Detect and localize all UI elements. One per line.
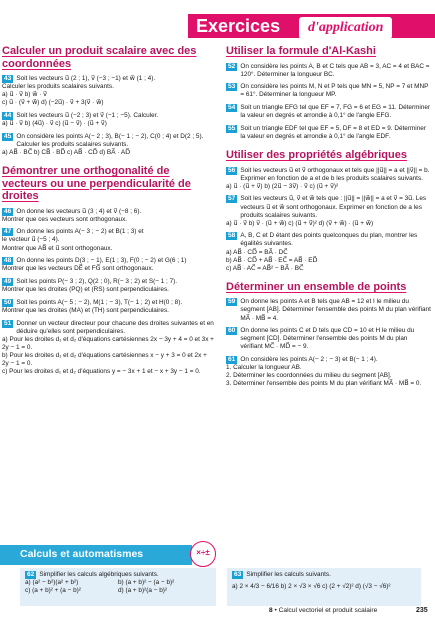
exercise-number: 45: [4, 132, 12, 140]
page-subtitle-tag: d'application: [299, 17, 392, 39]
exercise-number: 53: [228, 83, 236, 91]
page-title: Exercices: [196, 16, 281, 36]
exercise-number: 60: [228, 327, 236, 335]
exercise-43: 43 Soit les vecteurs u⃗ (2 ; 1), v⃗ (−3 ; −1) et w⃗ (1 ; 4). Calculer les produits scalaires suivants. a) u⃗ · v⃗ b) w⃗ · v⃗ c) u⃗ · (v⃗ + w⃗) d) (−2u⃗) · v⃗ + 3(v⃗ · w⃗): [2, 75, 156, 107]
exercise-49: 49 Soit les points P(− 3 ; 2), Q(2 ; 0), R(− 3 ; 2) et S(− 1 ; 7). Montrer que les droites (PQ) et (RS) sont perpendiculaires.: [2, 277, 178, 294]
exercise-number: 56: [228, 166, 236, 174]
exercise-number: 59: [228, 298, 236, 306]
calc-section-title: Calculs et automatismes: [20, 548, 144, 560]
exercise-53: 53 On considère les points M, N et P tels que MN = 5, NP = 7 et MNP = 61°. Déterminer la longueur MP.: [228, 83, 429, 99]
exercise-57: 57 Soit les vecteurs u⃗, v⃗ et w⃗ tels que : ||u⃗|| = ||w⃗|| = a et v⃗ = 3u⃗. Les vecteurs u⃗ et w⃗ sont orthogonaux. Exprimer en fonction de a les produits scalaires suivants. a) u⃗ · v⃗ b) v⃗ · (u⃗ + w⃗) c) (u⃗ + v⃗)² d) (v⃗ + w⃗) · (u⃗ + w⃗): [226, 195, 427, 227]
exercise-48: 48 On donne les points D(3 ; − 1), E(1 ; 3), F(0 ; − 2) et G(6 ; 1) Montrer que les vecteurs DE⃗ et FG⃗ sont orthogonaux.: [2, 257, 187, 273]
exercise-number: 54: [228, 104, 236, 112]
section-title-scalar-coords: Calculer un produit scalaire avec des coordonnées: [2, 45, 197, 70]
exercise-51: 51 Donner un vecteur directeur pour chacune des droites suivantes et en déduire qu'elles sont perpendiculaires. a) Pour les droites d₁ et d₂ d'équations cartésiennes 2x − 3y + 4 = 0 et 3x + 2y − 1 = 0. b) Pour les droites d₁ et d₂ d'équations cartésiennes x − y + 3 = 0 et 2x + 2y − 1 = 0. c) Pour les droites d₁ et d₂ d'équations y = − 3x + 1 et − x + 3y − 1 = 0.: [2, 319, 214, 376]
exercise-number: 55: [228, 124, 236, 132]
exercise-60: 60 On donne les points C et D tels que CD = 10 et H le milieu du segment [CD]. Déterminer l'ensemble des points M du plan vérifiant MC⃗ · MD⃗ = − 9.: [228, 327, 415, 351]
exercise-number: 63: [234, 571, 242, 578]
exercise-61: 61 On considère les points A(− 2 ; − 3) et B(− 1 ; 4). 1. Calculer la longueur AB. 2. Déterminer les coordonnées du milieu du segment [AB]. 3. Déterminer l'ensemble des points M du plan vérifiant MA⃗ · MB⃗ = 0.: [226, 356, 422, 388]
exercise-45: 45 On considère les points A(− 2 ; 3), B(− 1 ; − 2), C(0 ; 4) et D(2 ; 5). Calculer les produits scalaires suivants. a) AB⃗ · BC⃗ b) CB⃗ · BD⃗ c) AB⃗ · CD⃗ d) BA⃗ · AD⃗: [2, 132, 204, 156]
section-title-algebraic: Utiliser des propriétés algébriques: [226, 149, 407, 162]
section-title-al-kashi: Utiliser la formule d'Al-Kashi: [226, 45, 376, 57]
exercise-number: 46: [4, 207, 12, 215]
exercise-59: 59 On donne les points A et B tels que AB = 12 et I le milieu du segment [AB]. Déterminer l'ensemble des points M du plan vérifiant MA⃗ · MB⃗ = 4.: [228, 298, 431, 322]
section-title-orthogonality: Démontrer une orthogonalité de vecteurs ou une perpendicularité de droites: [2, 165, 191, 203]
right-column: [226, 45, 431, 393]
exercise-52: 52 On considère les points A, B et C tels que AB = 3, AC = 4 et BAC = 120°. Déterminer la longueur BC.: [228, 62, 430, 78]
exercise-number: 48: [4, 257, 12, 265]
section-title-point-set: Déterminer un ensemble de points: [226, 280, 407, 293]
exercise-56: 56 Soit les vecteurs u⃗ et v⃗ orthogonaux et tels que ||u⃗|| = a et ||v⃗|| = b. Exprimer en fonction de a et de b les produits scalaires suivants. a) u⃗ · (u⃗ + v⃗) b) (2u⃗ − 3v⃗) · v⃗ c) (u⃗ + v⃗)²: [226, 166, 430, 190]
exercise-number: 44: [4, 111, 12, 119]
exercise-number: 62: [27, 571, 35, 578]
exercise-number: 49: [4, 277, 12, 285]
exercise-number: 51: [4, 319, 12, 327]
exercise-58: 58 A, B, C et D étant des points quelconques du plan, montrer les égalités suivantes. a) AB⃗ · CD⃗ = BA⃗ · DC⃗ b) AB⃗ · CD⃗ + AB⃗ · EC⃗ = AB⃗ · ED⃗ c) AB⃗ · AC⃗ = AB⃗² − BA⃗ · BC⃗: [226, 232, 418, 272]
exercise-number: 61: [228, 356, 236, 364]
calculator-icon: ×÷±: [190, 541, 216, 567]
exercise-50: 50 Soit les points A(− 5 ; − 2), M(1 ; − 3), T(− 1 ; 2) et H(0 ; 8). Montrer que les droites (MA) et (TH) sont perpendiculaires.: [2, 298, 183, 314]
exercise-number: 50: [4, 298, 12, 306]
exercise-number: 43: [4, 75, 12, 82]
exercise-number: 57: [228, 195, 236, 203]
exercise-44: 44 Soit les vecteurs u⃗ (−2 ; 3) et v⃗ (−1 ; −5). Calculer. a) u⃗ · v⃗ b) (4u⃗) · v⃗ c) (u⃗ − v⃗) · (u⃗ + v⃗): [2, 111, 159, 128]
exercise-62: 62 Simplifier les calculs algébriques suivants. a) (a² − b²)(a² + b²) b) (a + b)² − (a − b)² c) (a + b)² + (a − b)² d) (a + b)²(a − b)²: [20, 568, 216, 606]
exercise-54: 54 Soit un triangle EFG tel que EF = 7, FG = 6 et EG = 11. Déterminer la valeur en degrés et arrondie à 0,1° de l'angle EFG.: [228, 104, 431, 120]
exercise-number: 58: [228, 232, 236, 240]
exercise-number: 47: [4, 228, 12, 236]
left-column: [2, 45, 215, 381]
exercise-46: 46 On donne les vecteurs u⃗ (3 ; 4) et v⃗ (−8 ; 6). Montrer que ces vecteurs sont orthogonaux.: [2, 207, 142, 223]
exercise-number: 52: [228, 62, 236, 70]
page-number: 235: [416, 607, 428, 614]
exercise-63: 63 Simplifier les calculs suivants. a) 2 × 4/3 − 6/16 b) 2 × √3 × √6 c) (2 + √2)² d) (√3 − √6)²: [227, 568, 421, 606]
exercise-55: 55 Soit un triangle EDF tel que EF = 5, DF = 8 et ED = 9. Déterminer la valeur en degrés et arrondie à 0,1° de l'angle EDF.: [228, 124, 426, 140]
exercise-47: 47 On donne les points A(− 3 ; − 2) et B(1 ; 3) et le vecteur u⃗ (−5 ; 4). Montrer que AB⃗ et u⃗ sont orthogonaux.: [2, 228, 144, 252]
footer-chapter: 8 • Calcul vectoriel et produit scalaire: [269, 607, 378, 614]
